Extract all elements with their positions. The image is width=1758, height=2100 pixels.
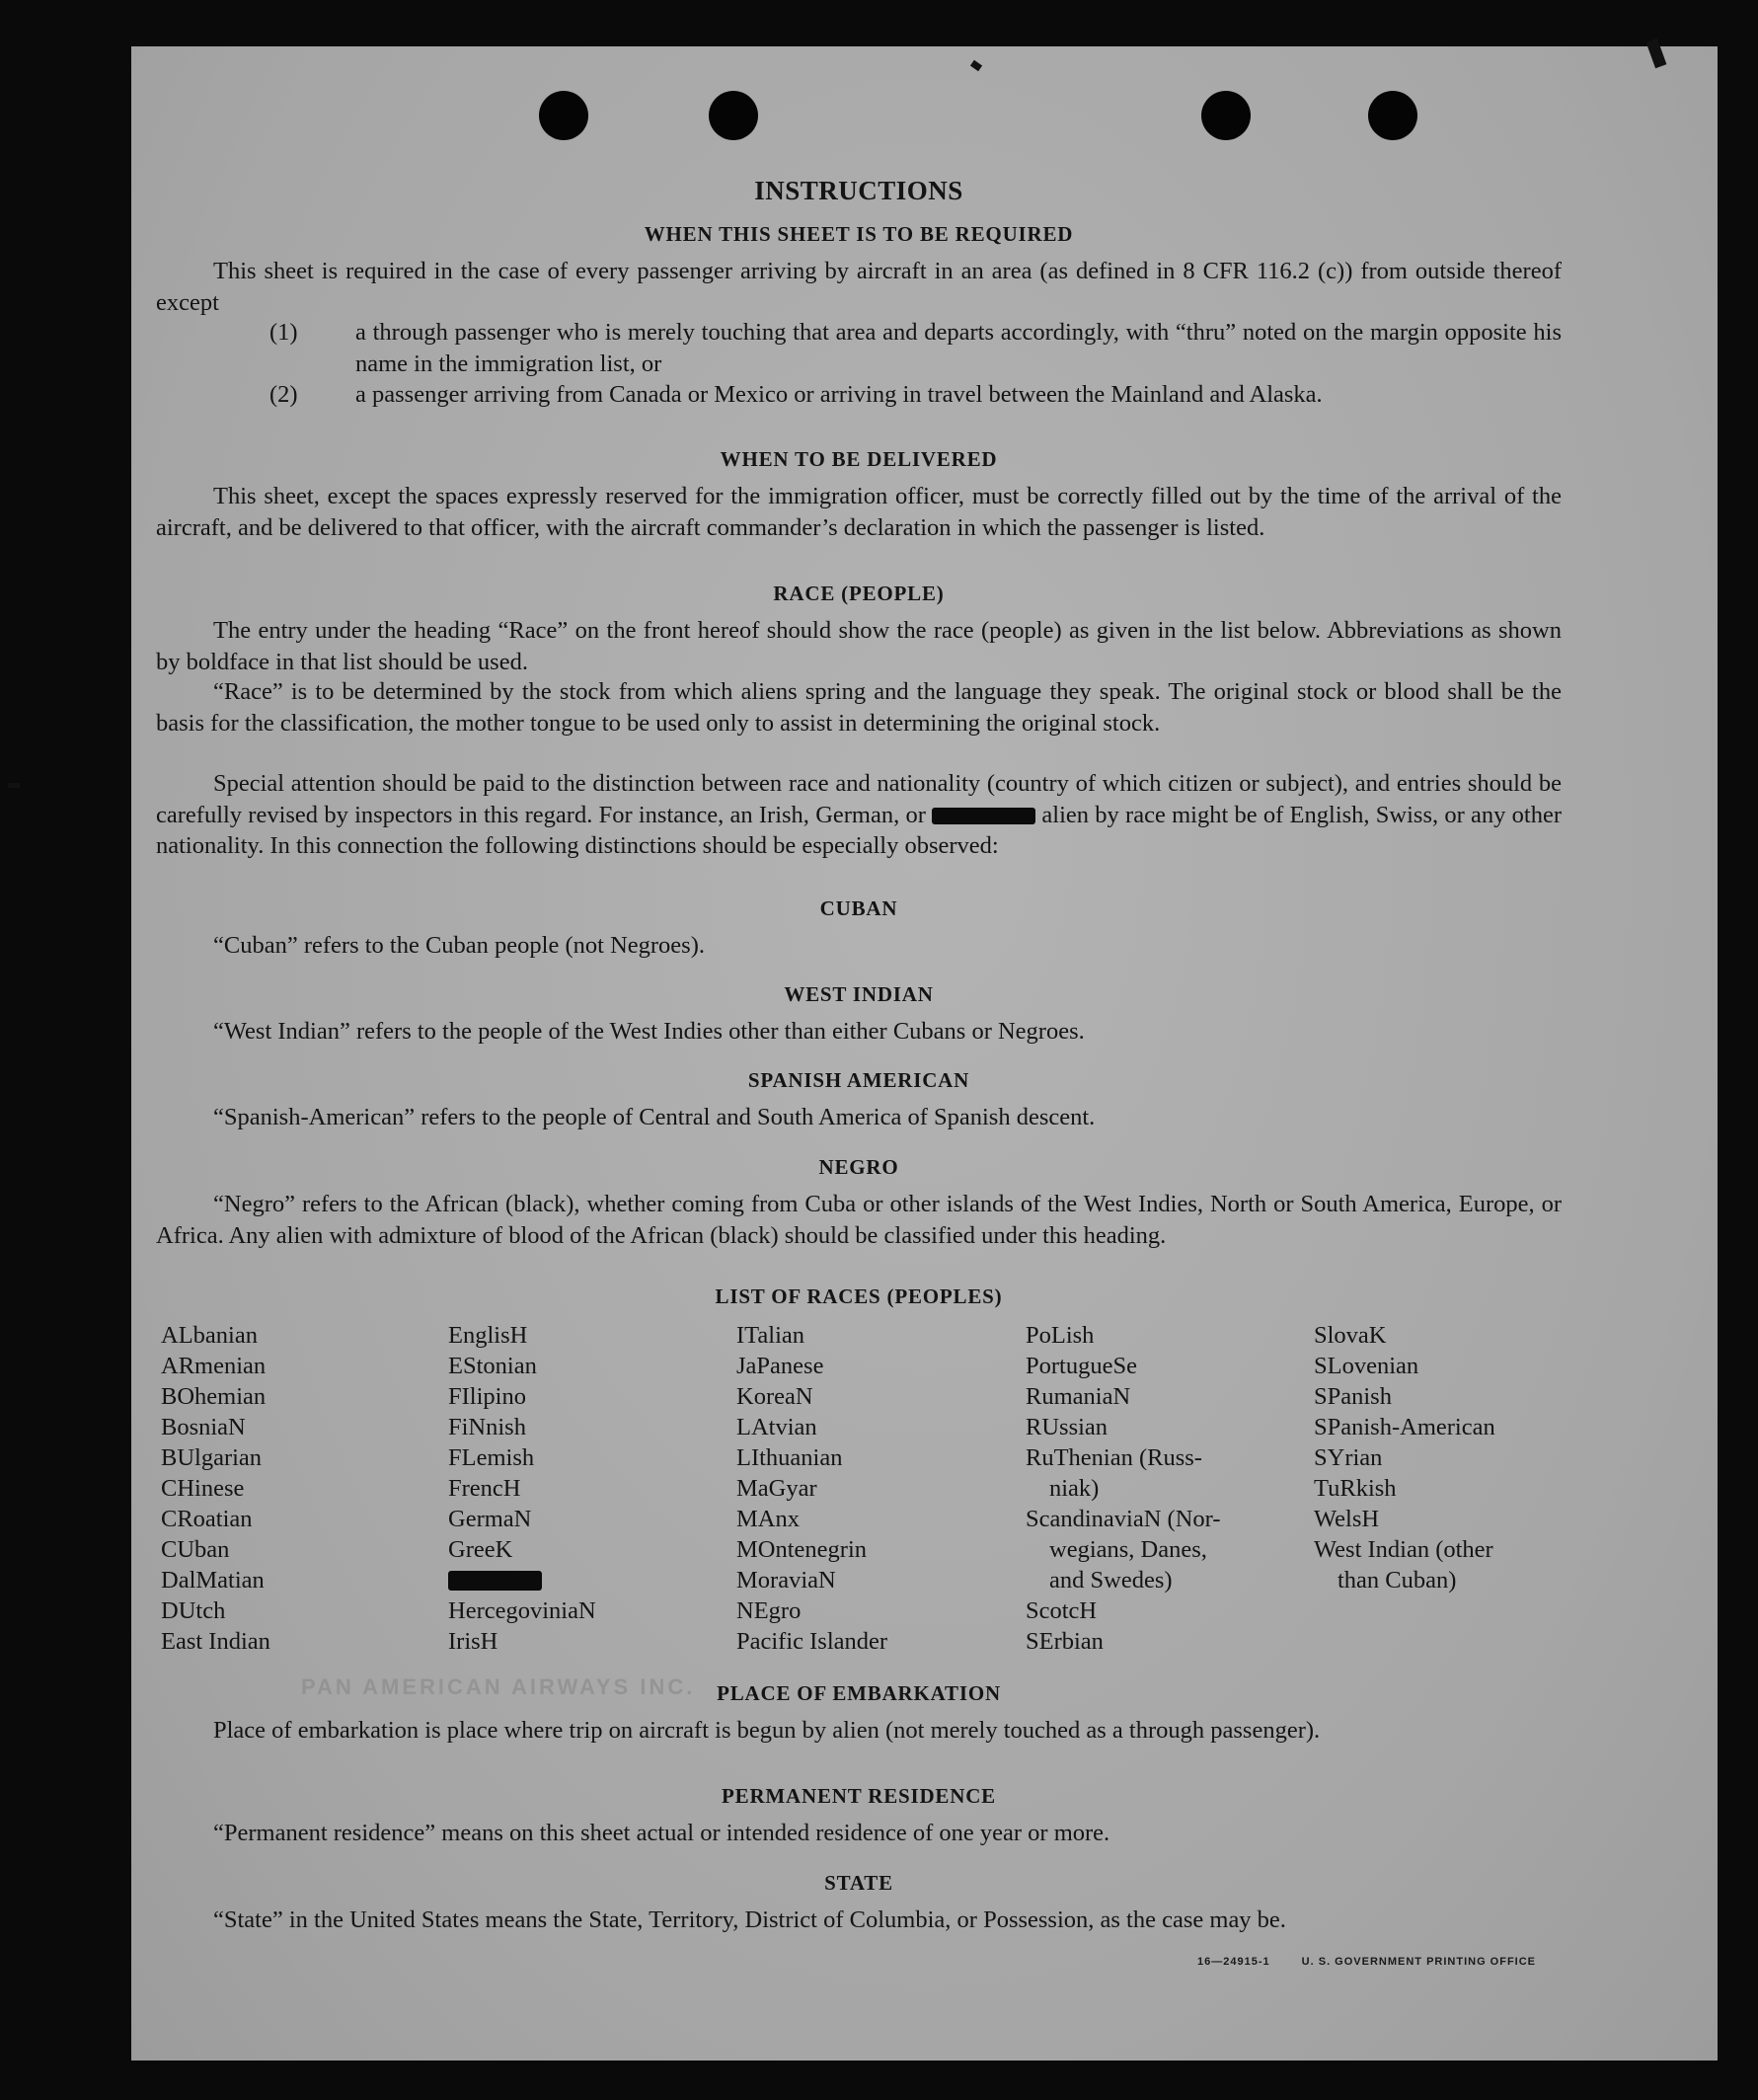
embarkation-paragraph: Place of embarkation is place where trip on aircraft is begun by alien (not merely touched as a through passenger). — [213, 1717, 1321, 1744]
negro-text — [156, 1189, 1562, 1251]
section-heading-spanish-american: SPANISH AMERICAN — [747, 1068, 970, 1092]
section-heading-state: STATE — [824, 1871, 893, 1895]
race-entry: Pacific Islander — [736, 1628, 888, 1655]
race-entry: BOhemian — [161, 1383, 267, 1410]
race-entry: FLemish — [448, 1444, 535, 1471]
page-title: INSTRUCTIONS — [754, 176, 963, 205]
section-heading-embarkation: PLACE OF EMBARKATION — [717, 1681, 1001, 1705]
state-paragraph: “State” in the United States means the State, Territory, District of Columbia, or Possession, as the case may be. — [213, 1906, 1286, 1933]
race-entry: ARmenian — [161, 1353, 267, 1379]
race-column-4-b — [1026, 1473, 1220, 1504]
race-entry: WelsH — [1314, 1506, 1380, 1532]
race-column-1 — [161, 1320, 270, 1657]
race-column-4-c — [1026, 1504, 1220, 1534]
race-entry: CHinese — [161, 1475, 245, 1502]
race-entry: West Indian (other — [1314, 1536, 1493, 1563]
race-column-5-b — [1314, 1565, 1495, 1595]
spanish-american-paragraph: “Spanish-American” refers to the people of Central and South America of Spanish descent. — [213, 1104, 1096, 1130]
race-entry: FIlipino — [448, 1383, 526, 1410]
race-column-2-bottom — [448, 1595, 596, 1657]
redaction-mark — [448, 1571, 542, 1591]
exception-item-2 — [271, 379, 1562, 411]
race-entry: CRoatian — [161, 1506, 253, 1532]
punch-hole — [1368, 91, 1417, 140]
race-column-4-d — [1026, 1534, 1220, 1595]
race-entry: SPanish-American — [1314, 1414, 1495, 1440]
race-column-3 — [736, 1320, 887, 1657]
race-p2-text: “Race” is to be determined by the stock from which aliens spring and the language they speak. The original stock or blood shall be the basis for the classification, the mother tongue to be used only to assist in determining the original stock. — [156, 678, 1562, 737]
race-entry: LIthuanian — [736, 1444, 843, 1471]
required-intro — [156, 256, 1562, 318]
item-number: (1) — [269, 319, 298, 346]
race-entry: FrencH — [448, 1475, 521, 1502]
punch-hole — [539, 91, 588, 140]
race-paragraph-3 — [156, 768, 1562, 862]
race-column-4-e — [1026, 1595, 1220, 1657]
speck-mark — [8, 783, 20, 788]
race-entry: EStonian — [448, 1353, 537, 1379]
punch-hole — [1201, 91, 1251, 140]
cuban-text — [156, 930, 1562, 962]
race-entry: ITalian — [736, 1322, 805, 1349]
negro-paragraph: “Negro” refers to the African (black), whether coming from Cuba or other islands of the West Indies, North or South America, Europe, or Africa. Any alien with admixture of blood of the African (black) should be classified under this heading. — [156, 1191, 1562, 1249]
printing-office: U. S. GOVERNMENT PRINTING OFFICE — [1301, 1956, 1537, 1968]
race-entry: than Cuban) — [1338, 1567, 1457, 1594]
printer-imprint — [1197, 1956, 1564, 1968]
item-text: a passenger arriving from Canada or Mexico or arriving in travel between the Mainland and Alaska. — [355, 381, 1323, 408]
race-entry: MOntenegrin — [736, 1536, 867, 1563]
section-heading-negro: NEGRO — [818, 1155, 899, 1179]
required-intro-text: This sheet is required in the case of every passenger arriving by aircraft in an area (as defined in 8 CFR 116.2 (c)) from outside thereof except — [156, 258, 1562, 316]
residence-paragraph: “Permanent residence” means on this sheet actual or intended residence of one year or more. — [213, 1820, 1110, 1846]
race-entry: KoreaN — [736, 1383, 813, 1410]
exception-item-1 — [271, 317, 1562, 379]
section-heading-cuban: CUBAN — [819, 896, 898, 920]
race-entry: SPanish — [1314, 1383, 1392, 1410]
race-column-2-top — [448, 1320, 596, 1565]
west-indian-paragraph: “West Indian” refers to the people of the West Indies other than either Cubans or Negroes. — [213, 1018, 1085, 1045]
race-p1-text: The entry under the heading “Race” on the front hereof should show the race (people) as given in the list below. Abbreviations as shown by boldface in that list should be used. — [156, 617, 1562, 675]
race-entry: MAnx — [736, 1506, 800, 1532]
race-entry: EnglisH — [448, 1322, 528, 1349]
race-entry: HercegoviniaN — [448, 1597, 596, 1624]
race-p3a-text: Special attention should be paid to the distinction between race and nationality (country of which citizen or subject), and entries should be carefully revised by inspectors in this regard. For instance, an Irish, German, or — [156, 770, 1562, 828]
cuban-paragraph: “Cuban” refers to the Cuban people (not Negroes). — [213, 932, 705, 959]
race-entry: DUtch — [161, 1597, 226, 1624]
race-entry: MoraviaN — [736, 1567, 836, 1594]
item-number: (2) — [269, 381, 298, 408]
race-entry: BosniaN — [161, 1414, 246, 1440]
race-entry: SErbian — [1026, 1628, 1104, 1655]
delivered-text — [156, 481, 1562, 543]
race-entry: JaPanese — [736, 1353, 824, 1379]
race-entry: SLovenian — [1314, 1353, 1419, 1379]
race-column-4 — [1026, 1320, 1220, 1657]
race-entry: SYrian — [1314, 1444, 1383, 1471]
race-entry: SlovaK — [1314, 1322, 1387, 1349]
race-paragraph-2 — [156, 676, 1562, 739]
race-entry: RUssian — [1026, 1414, 1108, 1440]
race-entry: RuThenian (Russ- — [1026, 1444, 1202, 1471]
race-entry: PoLish — [1026, 1322, 1095, 1349]
race-entry: ScotcH — [1026, 1597, 1098, 1624]
race-entry: niak) — [1049, 1475, 1100, 1502]
section-heading-west-indian: WEST INDIAN — [784, 982, 934, 1006]
race-entry: NEgro — [736, 1597, 802, 1624]
redaction-mark — [932, 808, 1035, 824]
residence-text — [156, 1818, 1562, 1849]
state-text — [156, 1905, 1562, 1936]
race-p3b-text: alien by race might be of English, Swiss, or any other nationality. In this connection the following distinctions should be especially observed: — [156, 801, 1563, 859]
race-entry: CUban — [161, 1536, 230, 1563]
embarkation-text — [156, 1715, 1562, 1747]
spanish-american-text — [156, 1102, 1562, 1133]
race-column-5 — [1314, 1320, 1495, 1595]
race-entry: ALbanian — [161, 1322, 258, 1349]
race-entry: wegians, Danes, — [1049, 1536, 1207, 1563]
race-entry: LAtvian — [736, 1414, 817, 1440]
section-heading-residence: PERMANENT RESIDENCE — [722, 1784, 996, 1808]
race-entry: GermaN — [448, 1506, 532, 1532]
west-indian-text — [156, 1016, 1562, 1048]
race-entry: DalMatian — [161, 1567, 265, 1594]
ghost-stamp-text: PAN AMERICAN AIRWAYS INC. — [301, 1674, 696, 1699]
race-entry: East Indian — [161, 1628, 270, 1655]
race-entry: and Swedes) — [1049, 1567, 1173, 1594]
section-heading-required: WHEN THIS SHEET IS TO BE REQUIRED — [644, 222, 1074, 246]
race-entry: IrisH — [448, 1628, 498, 1655]
race-entry: FiNnish — [448, 1414, 526, 1440]
race-paragraph-1 — [156, 615, 1562, 677]
race-column-4-a — [1026, 1320, 1220, 1473]
list-heading: LIST OF RACES (PEOPLES) — [715, 1284, 1003, 1308]
race-entry: GreeK — [448, 1536, 513, 1563]
race-entry: BUlgarian — [161, 1444, 263, 1471]
race-column-2 — [448, 1320, 596, 1657]
race-entry: PortugueSe — [1026, 1353, 1137, 1379]
delivered-paragraph: This sheet, except the spaces expressly reserved for the immigration officer, must be correctly filled out by the time of the arrival of the aircraft, and be delivered to that officer, with the aircraft commander’s declaration in which the passenger is listed. — [156, 483, 1562, 541]
race-column-5-a — [1314, 1320, 1495, 1565]
race-entry: RumaniaN — [1026, 1383, 1131, 1410]
punch-hole — [709, 91, 758, 140]
item-text: a through passenger who is merely touching that area and departs accordingly, with “thru” noted on the margin opposite his name in the immigration list, or — [355, 319, 1562, 377]
race-entry: ScandinaviaN (Nor- — [1026, 1506, 1221, 1532]
section-heading-delivered: WHEN TO BE DELIVERED — [720, 447, 998, 471]
race-entry: TuRkish — [1314, 1475, 1397, 1502]
form-code: 16—24915-1 — [1197, 1956, 1270, 1968]
race-entry: MaGyar — [736, 1475, 817, 1502]
section-heading-race: RACE (PEOPLE) — [773, 582, 945, 605]
